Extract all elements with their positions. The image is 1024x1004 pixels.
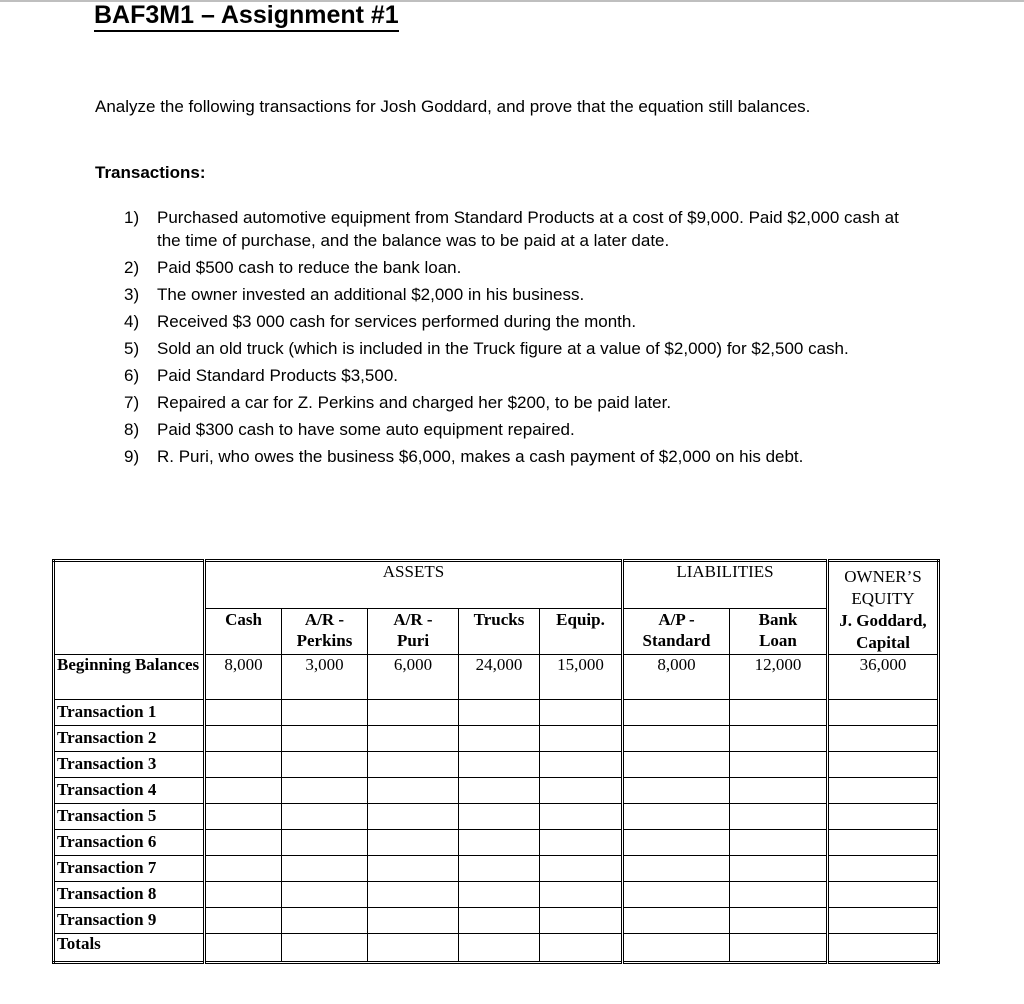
item-text: Repaired a car for Z. Perkins and charged her $200, to be paid later. [157, 393, 672, 412]
entry-cell[interactable] [459, 700, 540, 726]
ar-perkins-col-header [282, 608, 368, 654]
list-item [124, 418, 904, 441]
ar-puri-line2: Puri [396, 630, 430, 650]
entry-cell[interactable] [828, 882, 939, 908]
ar-perkins-line1: A/R - [304, 609, 345, 629]
entry-cell[interactable] [540, 726, 623, 752]
entry-cell[interactable] [730, 700, 828, 726]
list-item [124, 310, 904, 333]
entry-cell[interactable] [730, 804, 828, 830]
entry-cell[interactable] [540, 882, 623, 908]
ap-col-header [623, 608, 730, 654]
entry-cell[interactable] [282, 804, 368, 830]
cell-value: 8,000 [623, 655, 730, 700]
list-item [124, 364, 904, 387]
capital-col-line1: J. Goddard, [839, 611, 927, 630]
accounting-equation-table [52, 559, 940, 964]
entry-cell[interactable] [828, 726, 939, 752]
entry-cell[interactable] [282, 830, 368, 856]
entry-cell[interactable] [730, 856, 828, 882]
row-label: Beginning Balances [54, 655, 205, 700]
entry-cell[interactable] [730, 752, 828, 778]
entry-cell[interactable] [828, 908, 939, 934]
total-cell[interactable] [368, 934, 459, 963]
entry-cell[interactable] [368, 700, 459, 726]
entry-cell[interactable] [828, 804, 939, 830]
entry-cell[interactable] [730, 882, 828, 908]
entry-cell[interactable] [368, 752, 459, 778]
item-number: 2) [124, 258, 140, 277]
entry-cell[interactable] [205, 778, 282, 804]
entry-cell[interactable] [459, 830, 540, 856]
entry-cell[interactable] [205, 908, 282, 934]
ap-line1: A/P - [658, 609, 695, 629]
entry-cell[interactable] [623, 908, 730, 934]
table-row [54, 700, 939, 726]
equip-col-label: Equip. [556, 609, 605, 629]
entry-cell[interactable] [282, 752, 368, 778]
row-label: Totals [54, 934, 205, 963]
entry-cell[interactable] [205, 804, 282, 830]
equip-col-header [540, 608, 623, 654]
transactions-list [124, 206, 904, 472]
entry-cell[interactable] [368, 908, 459, 934]
entry-cell[interactable] [459, 726, 540, 752]
ar-puri-line1: A/R - [393, 609, 433, 629]
item-text: Paid Standard Products $3,500. [157, 366, 398, 385]
item-text: The owner invested an additional $2,000 in his business. [157, 285, 585, 304]
row-label: Transaction 7 [54, 856, 205, 882]
entry-cell[interactable] [540, 700, 623, 726]
entry-cell[interactable] [828, 778, 939, 804]
entry-cell[interactable] [828, 752, 939, 778]
entry-cell[interactable] [205, 882, 282, 908]
total-cell[interactable] [623, 934, 730, 963]
total-cell[interactable] [459, 934, 540, 963]
entry-cell[interactable] [205, 856, 282, 882]
entry-cell[interactable] [623, 830, 730, 856]
total-cell[interactable] [828, 934, 939, 963]
total-cell[interactable] [205, 934, 282, 963]
row-label: Transaction 9 [54, 908, 205, 934]
entry-cell[interactable] [459, 778, 540, 804]
entry-cell[interactable] [205, 830, 282, 856]
cell-value: 3,000 [282, 655, 368, 700]
entry-cell[interactable] [540, 778, 623, 804]
row-label: Transaction 1 [54, 700, 205, 726]
row-label: Transaction 5 [54, 804, 205, 830]
total-cell[interactable] [730, 934, 828, 963]
bank-col-header [730, 608, 828, 654]
entry-cell[interactable] [828, 700, 939, 726]
row-label: Transaction 4 [54, 778, 205, 804]
row-label: Transaction 8 [54, 882, 205, 908]
entry-cell[interactable] [282, 726, 368, 752]
item-text: R. Puri, who owes the business $6,000, makes a cash payment of $2,000 on his debt. [157, 447, 804, 466]
entry-cell[interactable] [282, 856, 368, 882]
entry-cell[interactable] [282, 700, 368, 726]
equity-header-label: OWNER’S EQUITY [844, 567, 922, 608]
entry-cell[interactable] [623, 882, 730, 908]
entry-cell[interactable] [368, 830, 459, 856]
bank-line2: Loan [759, 630, 797, 650]
cell-value: 8,000 [205, 655, 282, 700]
list-item [124, 206, 904, 252]
entry-cell[interactable] [282, 908, 368, 934]
table-row [54, 726, 939, 752]
item-text: Paid $500 cash to reduce the bank loan. [157, 258, 462, 277]
entry-cell[interactable] [623, 778, 730, 804]
entry-cell[interactable] [459, 882, 540, 908]
instructions: Analyze the following transactions for Josh Goddard, and prove that the equation still balances. [95, 97, 811, 116]
entry-cell[interactable] [828, 856, 939, 882]
total-cell[interactable] [540, 934, 623, 963]
liabilities-header: LIABILITIES [623, 561, 828, 609]
cell-value: 12,000 [730, 655, 828, 700]
ar-perkins-line2: Perkins [296, 630, 353, 650]
entry-cell[interactable] [205, 726, 282, 752]
row-label: Transaction 2 [54, 726, 205, 752]
capital-col-line2: Capital [856, 633, 910, 652]
entry-cell[interactable] [623, 700, 730, 726]
ap-line2: Standard [642, 630, 711, 650]
totals-row [54, 934, 939, 963]
item-number: 6) [124, 366, 140, 385]
table-row [54, 804, 939, 830]
entry-cell[interactable] [540, 804, 623, 830]
cell-value: 36,000 [828, 655, 939, 700]
entry-cell[interactable] [368, 882, 459, 908]
bank-line1: Bank [758, 609, 798, 629]
item-text: Purchased automotive equipment from Standard Products at a cost of $9,000. Paid $2,000 cash at the time of purchase, and the balance was to be paid at a later date. [157, 208, 899, 250]
table-row [54, 778, 939, 804]
corner-cell [54, 561, 205, 609]
item-number: 8) [124, 420, 140, 439]
list-item [124, 445, 904, 468]
table-row [54, 752, 939, 778]
entry-cell[interactable] [623, 752, 730, 778]
item-text: Received $3 000 cash for services performed during the month. [157, 312, 637, 331]
item-text: Sold an old truck (which is included in the Truck figure at a value of $2,000) for $2,500 cash. [157, 339, 849, 358]
label-col-header [54, 608, 205, 654]
entry-cell[interactable] [540, 908, 623, 934]
list-item [124, 391, 904, 414]
cell-value: 24,000 [459, 655, 540, 700]
list-item [124, 256, 904, 279]
trucks-col-label: Trucks [473, 609, 525, 629]
entry-cell[interactable] [459, 856, 540, 882]
entry-cell[interactable] [205, 700, 282, 726]
entry-cell[interactable] [459, 804, 540, 830]
ar-puri-col-header [368, 608, 459, 654]
item-number: 9) [124, 447, 140, 466]
list-item [124, 283, 904, 306]
beginning-balances-row [54, 655, 939, 700]
list-item [124, 337, 904, 360]
group-header-row [54, 561, 939, 609]
table-row [54, 908, 939, 934]
table-row [54, 830, 939, 856]
assets-header: ASSETS [205, 561, 623, 609]
entry-cell[interactable] [205, 752, 282, 778]
entry-cell[interactable] [540, 752, 623, 778]
entry-cell[interactable] [828, 830, 939, 856]
entry-cell[interactable] [730, 908, 828, 934]
item-number: 3) [124, 285, 140, 304]
item-number: 1) [124, 208, 140, 227]
entry-cell[interactable] [459, 908, 540, 934]
cash-col-label: Cash [225, 609, 262, 629]
cash-col-header [205, 608, 282, 654]
item-text: Paid $300 cash to have some auto equipment repaired. [157, 420, 575, 439]
entry-cell[interactable] [368, 804, 459, 830]
item-number: 5) [124, 339, 140, 358]
entry-cell[interactable] [368, 778, 459, 804]
cell-value: 15,000 [540, 655, 623, 700]
cell-value: 6,000 [368, 655, 459, 700]
entry-cell[interactable] [730, 830, 828, 856]
entry-cell[interactable] [368, 856, 459, 882]
entry-cell[interactable] [623, 804, 730, 830]
entry-cell[interactable] [540, 856, 623, 882]
column-header-row [54, 608, 939, 654]
item-number: 7) [124, 393, 140, 412]
entry-cell[interactable] [540, 830, 623, 856]
entry-cell[interactable] [368, 726, 459, 752]
table-row [54, 856, 939, 882]
row-label: Transaction 3 [54, 752, 205, 778]
transactions-heading: Transactions: [95, 163, 206, 182]
entry-cell[interactable] [623, 856, 730, 882]
entry-cell[interactable] [730, 726, 828, 752]
equity-header [828, 561, 939, 655]
total-cell[interactable] [282, 934, 368, 963]
trucks-col-header [459, 608, 540, 654]
entry-cell[interactable] [282, 778, 368, 804]
page-title: BAF3M1 – Assignment #1 [94, 1, 399, 32]
entry-cell[interactable] [623, 726, 730, 752]
entry-cell[interactable] [282, 882, 368, 908]
item-number: 4) [124, 312, 140, 331]
table-row [54, 882, 939, 908]
entry-cell[interactable] [730, 778, 828, 804]
entry-cell[interactable] [459, 752, 540, 778]
row-label: Transaction 6 [54, 830, 205, 856]
